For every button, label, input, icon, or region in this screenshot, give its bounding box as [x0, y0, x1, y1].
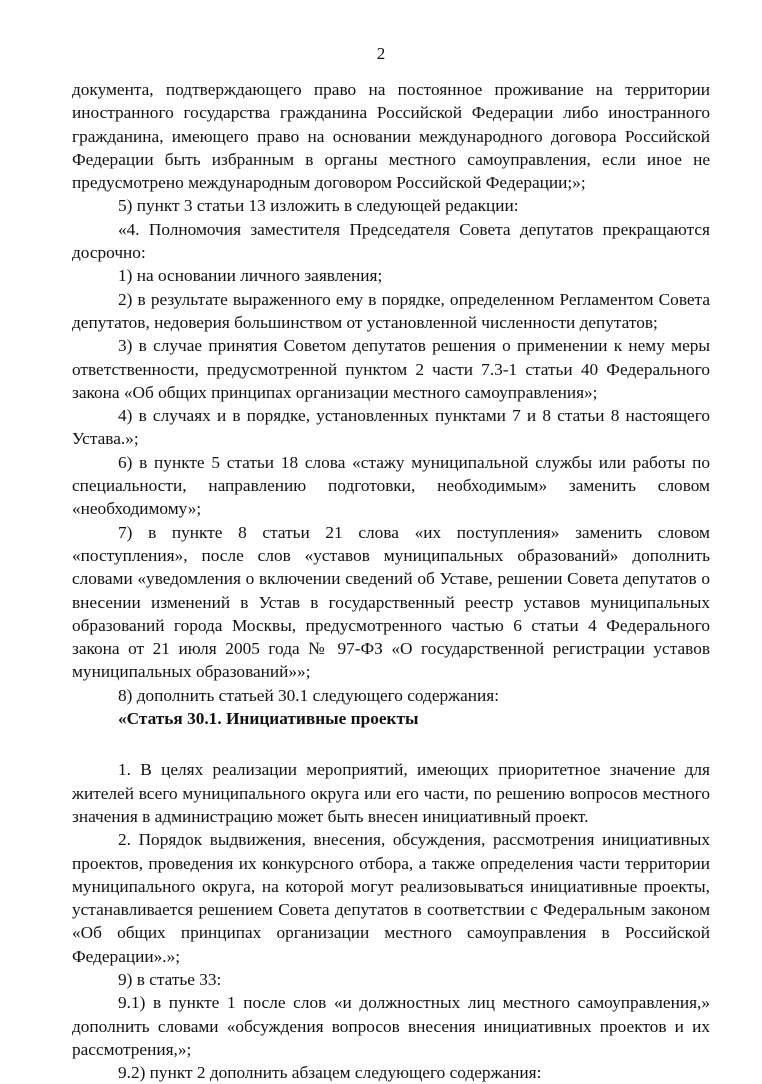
paragraph-item-6: 6) в пункте 5 статьи 18 слова «стажу муниципальной службы или работы по специальности, направлению подготовки, необходимым» заменить словом «необходимому»; [72, 452, 710, 519]
paragraph-subitem-1: 1) на основании личного заявления; [118, 266, 383, 286]
paragraph-subitem-3: 3) в случае принятия Советом депутатов решения о применении к нему меры ответственности, предусмотренной пунктом 2 части 7.3-1 статьи 40 Федерального закона «Об общих принципах организации местного самоуправления»; [72, 336, 710, 402]
paragraph-article-point-2: 2. Порядок выдвижения, внесения, обсуждения, рассмотрения инициативных проектов, проведения их конкурсного отбора, а также определения части территории муниципального округа, на которой могут реализовываться инициативные проекты, устанавливается решением Совета депутатов в соответствии с Федеральным законом «Об общих принципах организации местного самоуправления в Российской Федерации».»; [72, 830, 710, 966]
paragraph-item-5: 5) пункт 3 статьи 13 изложить в следующей редакции: [118, 196, 519, 216]
paragraph-article-point-1: 1. В целях реализации мероприятий, имеющих приоритетное значение для жителей всего муниципального округа или его части, по решению вопросов местного значения в администрацию может быть внесен инициативный проект. [72, 760, 710, 826]
document-body [72, 78, 710, 1084]
paragraph-item-9: 9) в статье 33: [118, 969, 222, 989]
paragraph-item-8: 8) дополнить статьей 30.1 следующего содержания: [118, 685, 500, 705]
paragraph-item-7: 7) в пункте 8 статьи 21 слова «их поступления» заменить словом «поступления», после слов «уставов муниципальных образований» дополнить словами «уведомления о включении сведений об Уставе, решении Совета депутатов о внесении изменений в Устав в государственный реестр уставов муниципальных образований города Москвы, предусмотренного частью 6 статьи 4 Федерального закона от 21 июля 2005 года № 97-ФЗ «О государственной регистрации уставов муниципальных образований»»; [72, 522, 710, 682]
blank-line [72, 730, 710, 758]
paragraph-point-4: «4. Полномочия заместителя Председателя Совета депутатов прекращаются досрочно: [72, 219, 710, 263]
paragraph-continuation: документа, подтверждающего право на постоянное проживание на территории иностранного государства гражданина Российской Федерации либо иностранного гражданина, имеющего право на основании международного договора Российской Федерации быть избранным в органы местного самоуправления, если иное не предусмотрено международным договором Российской Федерации;»; [72, 80, 710, 193]
article-heading: «Статья 30.1. Инициативные проекты [118, 709, 419, 729]
paragraph-subitem-2: 2) в результате выраженного ему в порядке, определенном Регламентом Совета депутатов, недоверия большинством от установленной численности депутатов; [72, 289, 710, 332]
paragraph-subitem-9-1: 9.1) в пункте 1 после слов «и должностных лиц местного самоуправления,» дополнить словами «обсуждения вопросов внесения инициативных проектов и их рассмотрения,»; [72, 993, 710, 1059]
paragraph-subitem-9-2: 9.2) пункт 2 дополнить абзацем следующего содержания: [118, 1063, 542, 1083]
paragraph-subitem-4: 4) в случаях и в порядке, установленных пунктами 7 и 8 статьи 8 настоящего Устава.»; [72, 406, 710, 449]
page-number: 2 [376, 44, 386, 63]
